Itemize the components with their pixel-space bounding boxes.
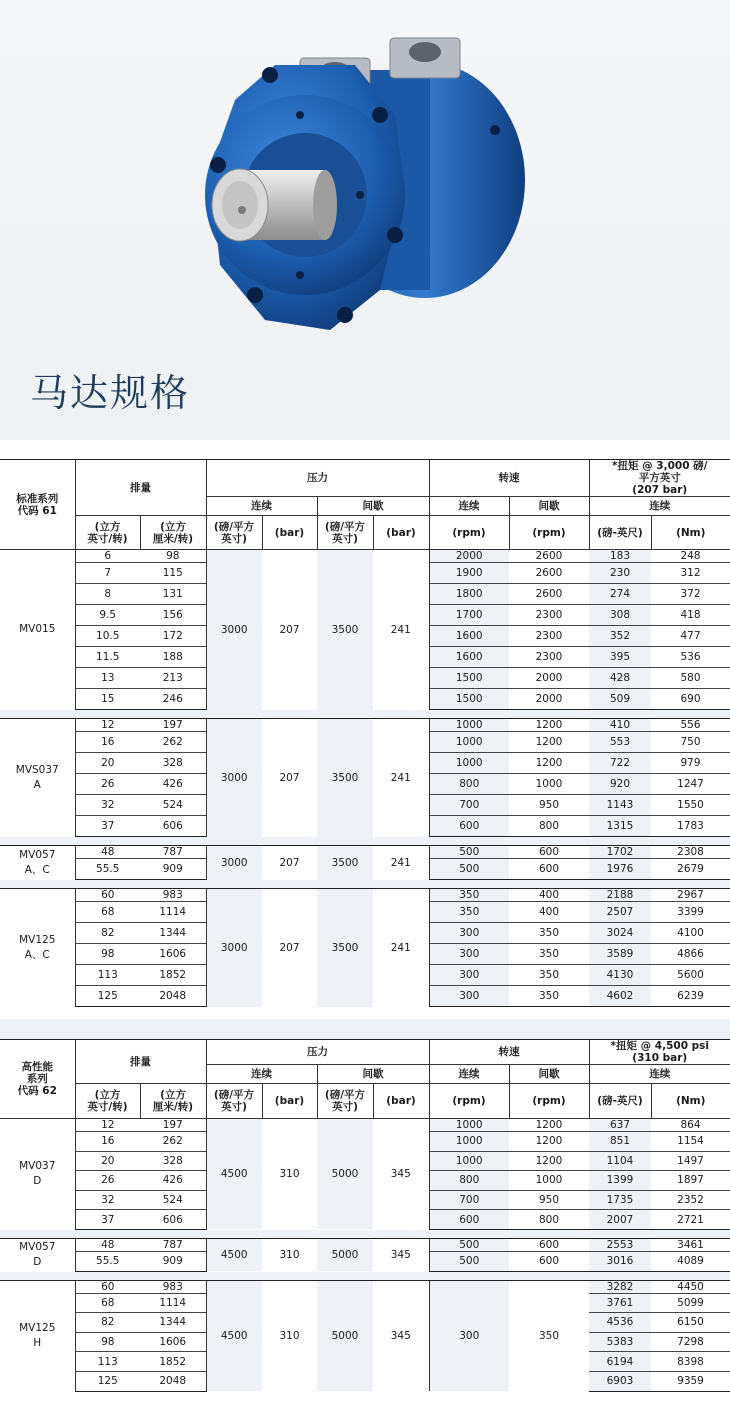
displacement-cc: 909 (140, 1251, 206, 1271)
displacement-in3: 68 (75, 902, 140, 923)
torque-lbft: 3016 (589, 1251, 651, 1271)
torque-nm: 372 (651, 584, 730, 605)
spec-table-high-performance (0, 1039, 730, 1392)
speed-intermittent: 350 (509, 944, 589, 965)
speed-intermittent: 2600 (509, 584, 589, 605)
torque-nm: 1247 (651, 774, 730, 795)
torque-lbft: 2507 (589, 902, 651, 923)
displacement-in3: 8 (75, 584, 140, 605)
pressure-continuous-psi: 3000 (206, 889, 262, 1007)
displacement-cc: 524 (140, 795, 206, 816)
pressure-intermittent-header: 间歇 (317, 497, 429, 516)
displacement-in3: 68 (75, 1293, 140, 1313)
speed-intermittent: 1200 (509, 1132, 589, 1152)
speed-intermittent: 350 (509, 923, 589, 944)
unit-header: (立方 厘米/转) (140, 516, 206, 550)
pressure-continuous-bar: 310 (262, 1119, 317, 1230)
torque-lbft: 3761 (589, 1293, 651, 1313)
torque-nm: 2679 (651, 859, 730, 880)
unit-header: (Nm) (651, 516, 730, 550)
displacement-cc: 983 (140, 889, 206, 902)
displacement-in3: 82 (75, 1313, 140, 1333)
displacement-in3: 113 (75, 965, 140, 986)
speed-continuous: 500 (429, 859, 509, 880)
speed-continuous: 600 (429, 816, 509, 837)
displacement-in3: 15 (75, 689, 140, 710)
displacement-cc: 1606 (140, 1332, 206, 1352)
displacement-cc: 328 (140, 753, 206, 774)
torque-nm: 2308 (651, 846, 730, 859)
speed-intermittent: 2000 (509, 668, 589, 689)
pressure-intermittent-psi: 3500 (317, 889, 373, 1007)
speed-continuous: 800 (429, 774, 509, 795)
displacement-in3: 11.5 (75, 647, 140, 668)
displacement-cc: 909 (140, 859, 206, 880)
displacement-in3: 10.5 (75, 626, 140, 647)
speed-continuous: 1600 (429, 626, 509, 647)
group-spacer (0, 1271, 730, 1280)
torque-nm: 2967 (651, 889, 730, 902)
displacement-cc: 262 (140, 732, 206, 753)
torque-lbft: 851 (589, 1132, 651, 1152)
speed-continuous: 500 (429, 1238, 509, 1251)
speed-intermittent: 1200 (509, 753, 589, 774)
hero-banner (0, 0, 730, 440)
speed-intermittent: 2300 (509, 605, 589, 626)
displacement-cc: 197 (140, 1119, 206, 1132)
model-name: MV125 H (0, 1280, 75, 1391)
torque-lbft: 1399 (589, 1171, 651, 1191)
displacement-in3: 9.5 (75, 605, 140, 626)
hydraulic-motor-image (180, 20, 540, 350)
speed-intermittent: 1000 (509, 774, 589, 795)
unit-header: (rpm) (429, 1084, 509, 1119)
displacement-cc: 328 (140, 1151, 206, 1171)
pressure-intermittent-psi: 3500 (317, 719, 373, 837)
torque-lbft: 274 (589, 584, 651, 605)
speed-continuous: 1000 (429, 719, 509, 732)
torque-nm: 9359 (651, 1371, 730, 1391)
pressure-header: 压力 (206, 460, 429, 497)
pressure-continuous-header: 连续 (206, 1065, 317, 1084)
pressure-intermittent-bar: 241 (373, 889, 429, 1007)
torque-nm: 750 (651, 732, 730, 753)
model-name: MV125 A、C (0, 889, 75, 1007)
speed-continuous: 1700 (429, 605, 509, 626)
pressure-intermittent-bar: 345 (373, 1238, 429, 1271)
page-title: 马达规格 (30, 371, 191, 415)
torque-nm: 248 (651, 550, 730, 563)
displacement-cc: 262 (140, 1132, 206, 1152)
unit-header: (磅/平方 英寸) (206, 1084, 262, 1119)
torque-lbft: 428 (589, 668, 651, 689)
torque-lbft: 3024 (589, 923, 651, 944)
speed-continuous: 350 (429, 889, 509, 902)
displacement-cc: 1114 (140, 902, 206, 923)
unit-header: (立方 厘米/转) (140, 1084, 206, 1119)
torque-nm: 1550 (651, 795, 730, 816)
torque-nm: 6150 (651, 1313, 730, 1333)
group-spacer (0, 837, 730, 846)
displacement-in3: 32 (75, 795, 140, 816)
unit-header: (Nm) (651, 1084, 730, 1119)
speed-intermittent: 800 (509, 1210, 589, 1230)
pressure-intermittent-psi: 3500 (317, 846, 373, 880)
speed-intermittent: 1200 (509, 732, 589, 753)
torque-lbft: 553 (589, 732, 651, 753)
spec-table-standard (0, 459, 730, 1007)
pressure-intermittent-bar: 241 (373, 846, 429, 880)
model-name: MVS037 A (0, 719, 75, 837)
torque-nm: 5600 (651, 965, 730, 986)
group-spacer (0, 710, 730, 719)
torque-nm: 3461 (651, 1238, 730, 1251)
speed-intermittent: 350 (509, 1280, 589, 1391)
torque-nm: 477 (651, 626, 730, 647)
torque-lbft: 1315 (589, 816, 651, 837)
displacement-in3: 6 (75, 550, 140, 563)
torque-nm: 418 (651, 605, 730, 626)
pressure-continuous-bar: 207 (262, 846, 317, 880)
displacement-in3: 12 (75, 719, 140, 732)
displacement-in3: 48 (75, 1238, 140, 1251)
speed-continuous: 300 (429, 923, 509, 944)
speed-intermittent: 600 (509, 1251, 589, 1271)
displacement-cc: 131 (140, 584, 206, 605)
torque-nm: 1154 (651, 1132, 730, 1152)
speed-intermittent: 350 (509, 965, 589, 986)
table-row (0, 550, 730, 563)
speed-continuous: 600 (429, 1210, 509, 1230)
torque-lbft: 4602 (589, 986, 651, 1007)
torque-nm: 1497 (651, 1151, 730, 1171)
torque-lbft: 1143 (589, 795, 651, 816)
speed-intermittent: 2600 (509, 563, 589, 584)
displacement-in3: 48 (75, 846, 140, 859)
model-name: MV015 (0, 550, 75, 710)
torque-lbft: 2553 (589, 1238, 651, 1251)
torque-lbft: 3589 (589, 944, 651, 965)
pressure-continuous-psi: 4500 (206, 1238, 262, 1271)
pressure-continuous-psi: 3000 (206, 550, 262, 710)
speed-continuous: 300 (429, 944, 509, 965)
displacement-in3: 16 (75, 732, 140, 753)
torque-nm: 2352 (651, 1190, 730, 1210)
pressure-intermittent-psi: 5000 (317, 1119, 373, 1230)
torque-continuous-header: 连续 (589, 1065, 730, 1084)
unit-header: (bar) (373, 1084, 429, 1119)
displacement-in3: 55.5 (75, 859, 140, 880)
pressure-continuous-bar: 207 (262, 550, 317, 710)
torque-lbft: 2188 (589, 889, 651, 902)
torque-header: *扭矩 @ 4,500 psi (310 bar) (589, 1040, 730, 1065)
speed-intermittent: 1000 (509, 1171, 589, 1191)
torque-lbft: 1702 (589, 846, 651, 859)
table-row (0, 889, 730, 902)
speed-continuous: 300 (429, 1280, 509, 1391)
torque-lbft: 5383 (589, 1332, 651, 1352)
torque-nm: 4450 (651, 1280, 730, 1293)
torque-nm: 5099 (651, 1293, 730, 1313)
pressure-header: 压力 (206, 1040, 429, 1065)
torque-lbft: 395 (589, 647, 651, 668)
torque-lbft: 3282 (589, 1280, 651, 1293)
unit-header: (rpm) (429, 516, 509, 550)
unit-header: (磅-英尺) (589, 1084, 651, 1119)
displacement-in3: 98 (75, 1332, 140, 1352)
pressure-intermittent-header: 间歇 (317, 1065, 429, 1084)
pressure-intermittent-bar: 241 (373, 550, 429, 710)
pressure-intermittent-psi: 3500 (317, 550, 373, 710)
displacement-in3: 26 (75, 774, 140, 795)
displacement-in3: 125 (75, 1371, 140, 1391)
displacement-in3: 26 (75, 1171, 140, 1191)
torque-lbft: 230 (589, 563, 651, 584)
speed-intermittent: 350 (509, 986, 589, 1007)
displacement-in3: 60 (75, 1280, 140, 1293)
displacement-cc: 213 (140, 668, 206, 689)
displacement-cc: 606 (140, 1210, 206, 1230)
displacement-in3: 13 (75, 668, 140, 689)
speed-intermittent: 600 (509, 846, 589, 859)
speed-header: 转速 (429, 1040, 589, 1065)
speed-continuous: 350 (429, 902, 509, 923)
displacement-cc: 606 (140, 816, 206, 837)
unit-header: (立方 英寸/转) (75, 1084, 140, 1119)
unit-header: (磅/平方 英寸) (317, 516, 373, 550)
torque-lbft: 4130 (589, 965, 651, 986)
speed-intermittent: 400 (509, 902, 589, 923)
torque-lbft: 920 (589, 774, 651, 795)
speed-continuous: 1000 (429, 1119, 509, 1132)
displacement-in3: 82 (75, 923, 140, 944)
group-spacer (0, 880, 730, 889)
speed-header: 转速 (429, 460, 589, 497)
torque-continuous-header: 连续 (589, 497, 730, 516)
torque-nm: 8398 (651, 1352, 730, 1372)
speed-continuous: 1500 (429, 689, 509, 710)
table-row (0, 1119, 730, 1132)
displacement-cc: 1852 (140, 965, 206, 986)
displacement-in3: 98 (75, 944, 140, 965)
unit-header: (立方 英寸/转) (75, 516, 140, 550)
unit-header: (bar) (373, 516, 429, 550)
displacement-cc: 172 (140, 626, 206, 647)
torque-nm: 690 (651, 689, 730, 710)
unit-header: (bar) (262, 1084, 317, 1119)
speed-continuous: 1000 (429, 732, 509, 753)
torque-nm: 6239 (651, 986, 730, 1007)
pressure-continuous-psi: 3000 (206, 846, 262, 880)
speed-intermittent-header: 间歇 (509, 497, 589, 516)
displacement-in3: 7 (75, 563, 140, 584)
torque-nm: 3399 (651, 902, 730, 923)
speed-continuous: 700 (429, 1190, 509, 1210)
speed-intermittent: 1200 (509, 719, 589, 732)
pressure-continuous-bar: 207 (262, 889, 317, 1007)
speed-continuous-header: 连续 (429, 497, 509, 516)
displacement-cc: 188 (140, 647, 206, 668)
pressure-intermittent-bar: 345 (373, 1280, 429, 1391)
speed-intermittent: 1200 (509, 1119, 589, 1132)
speed-continuous: 1800 (429, 584, 509, 605)
torque-lbft: 1735 (589, 1190, 651, 1210)
torque-lbft: 1976 (589, 859, 651, 880)
speed-intermittent-header: 间歇 (509, 1065, 589, 1084)
torque-nm: 7298 (651, 1332, 730, 1352)
torque-lbft: 509 (589, 689, 651, 710)
speed-intermittent: 950 (509, 1190, 589, 1210)
displacement-cc: 426 (140, 1171, 206, 1191)
torque-lbft: 6903 (589, 1371, 651, 1391)
torque-nm: 536 (651, 647, 730, 668)
displacement-in3: 37 (75, 1210, 140, 1230)
torque-nm: 4866 (651, 944, 730, 965)
displacement-cc: 115 (140, 563, 206, 584)
model-name: MV057 D (0, 1238, 75, 1271)
displacement-cc: 1114 (140, 1293, 206, 1313)
unit-header: (rpm) (509, 516, 589, 550)
displacement-in3: 20 (75, 1151, 140, 1171)
torque-lbft: 2007 (589, 1210, 651, 1230)
torque-nm: 1897 (651, 1171, 730, 1191)
displacement-cc: 2048 (140, 1371, 206, 1391)
speed-intermittent: 800 (509, 816, 589, 837)
displacement-in3: 37 (75, 816, 140, 837)
displacement-cc: 1606 (140, 944, 206, 965)
torque-nm: 4089 (651, 1251, 730, 1271)
torque-lbft: 410 (589, 719, 651, 732)
displacement-in3: 60 (75, 889, 140, 902)
speed-continuous: 300 (429, 986, 509, 1007)
torque-lbft: 352 (589, 626, 651, 647)
unit-header: (磅/平方 英寸) (317, 1084, 373, 1119)
torque-lbft: 183 (589, 550, 651, 563)
displacement-cc: 524 (140, 1190, 206, 1210)
pressure-continuous-bar: 310 (262, 1238, 317, 1271)
torque-lbft: 4536 (589, 1313, 651, 1333)
torque-lbft: 637 (589, 1119, 651, 1132)
group-spacer (0, 1229, 730, 1238)
pressure-continuous-psi: 4500 (206, 1280, 262, 1391)
torque-nm: 979 (651, 753, 730, 774)
torque-lbft: 308 (589, 605, 651, 626)
speed-continuous: 500 (429, 846, 509, 859)
speed-intermittent: 2000 (509, 689, 589, 710)
displacement-cc: 197 (140, 719, 206, 732)
speed-continuous: 1500 (429, 668, 509, 689)
series-header: 高性能 系列 代码 62 (0, 1040, 75, 1119)
unit-header: (bar) (262, 516, 317, 550)
displacement-cc: 156 (140, 605, 206, 626)
table-row (0, 1238, 730, 1251)
displacement-in3: 55.5 (75, 1251, 140, 1271)
speed-continuous: 2000 (429, 550, 509, 563)
section-gap (0, 1019, 730, 1039)
displacement-in3: 12 (75, 1119, 140, 1132)
displacement-cc: 1344 (140, 1313, 206, 1333)
table-row (0, 846, 730, 859)
speed-continuous: 300 (429, 965, 509, 986)
unit-header: (磅/平方 英寸) (206, 516, 262, 550)
displacement-cc: 1344 (140, 923, 206, 944)
speed-intermittent: 950 (509, 795, 589, 816)
pressure-intermittent-bar: 241 (373, 719, 429, 837)
speed-intermittent: 1200 (509, 1151, 589, 1171)
displacement-in3: 32 (75, 1190, 140, 1210)
torque-lbft: 6194 (589, 1352, 651, 1372)
model-name: MV057 A、C (0, 846, 75, 880)
unit-header: (磅-英尺) (589, 516, 651, 550)
pressure-continuous-header: 连续 (206, 497, 317, 516)
displacement-cc: 98 (140, 550, 206, 563)
displacement-cc: 787 (140, 1238, 206, 1251)
displacement-cc: 246 (140, 689, 206, 710)
speed-intermittent: 2300 (509, 647, 589, 668)
unit-header: (rpm) (509, 1084, 589, 1119)
speed-continuous: 1600 (429, 647, 509, 668)
displacement-in3: 20 (75, 753, 140, 774)
torque-nm: 4100 (651, 923, 730, 944)
speed-continuous: 500 (429, 1251, 509, 1271)
displacement-cc: 2048 (140, 986, 206, 1007)
speed-intermittent: 2600 (509, 550, 589, 563)
table-row (0, 1280, 730, 1293)
torque-lbft: 1104 (589, 1151, 651, 1171)
table-row (0, 719, 730, 732)
speed-continuous: 1000 (429, 753, 509, 774)
pressure-continuous-psi: 4500 (206, 1119, 262, 1230)
torque-nm: 580 (651, 668, 730, 689)
pressure-continuous-bar: 310 (262, 1280, 317, 1391)
displacement-cc: 426 (140, 774, 206, 795)
speed-intermittent: 2300 (509, 626, 589, 647)
torque-nm: 312 (651, 563, 730, 584)
displacement-in3: 16 (75, 1132, 140, 1152)
displacement-in3: 125 (75, 986, 140, 1007)
torque-nm: 556 (651, 719, 730, 732)
displacement-header: 排量 (75, 460, 206, 516)
speed-intermittent: 400 (509, 889, 589, 902)
speed-continuous: 1000 (429, 1132, 509, 1152)
speed-continuous: 1900 (429, 563, 509, 584)
speed-continuous: 700 (429, 795, 509, 816)
displacement-in3: 113 (75, 1352, 140, 1372)
pressure-continuous-bar: 207 (262, 719, 317, 837)
speed-continuous: 800 (429, 1171, 509, 1191)
pressure-intermittent-bar: 345 (373, 1119, 429, 1230)
model-name: MV037 D (0, 1119, 75, 1230)
pressure-intermittent-psi: 5000 (317, 1280, 373, 1391)
series-header: 标准系列 代码 61 (0, 460, 75, 550)
displacement-cc: 1852 (140, 1352, 206, 1372)
speed-continuous: 1000 (429, 1151, 509, 1171)
pressure-intermittent-psi: 5000 (317, 1238, 373, 1271)
displacement-header: 排量 (75, 1040, 206, 1084)
torque-nm: 864 (651, 1119, 730, 1132)
speed-intermittent: 600 (509, 859, 589, 880)
torque-header: *扭矩 @ 3,000 磅/ 平方英寸 (207 bar) (589, 460, 730, 497)
torque-nm: 2721 (651, 1210, 730, 1230)
torque-nm: 1783 (651, 816, 730, 837)
speed-intermittent: 600 (509, 1238, 589, 1251)
torque-lbft: 722 (589, 753, 651, 774)
pressure-continuous-psi: 3000 (206, 719, 262, 837)
displacement-cc: 787 (140, 846, 206, 859)
displacement-cc: 983 (140, 1280, 206, 1293)
speed-continuous-header: 连续 (429, 1065, 509, 1084)
